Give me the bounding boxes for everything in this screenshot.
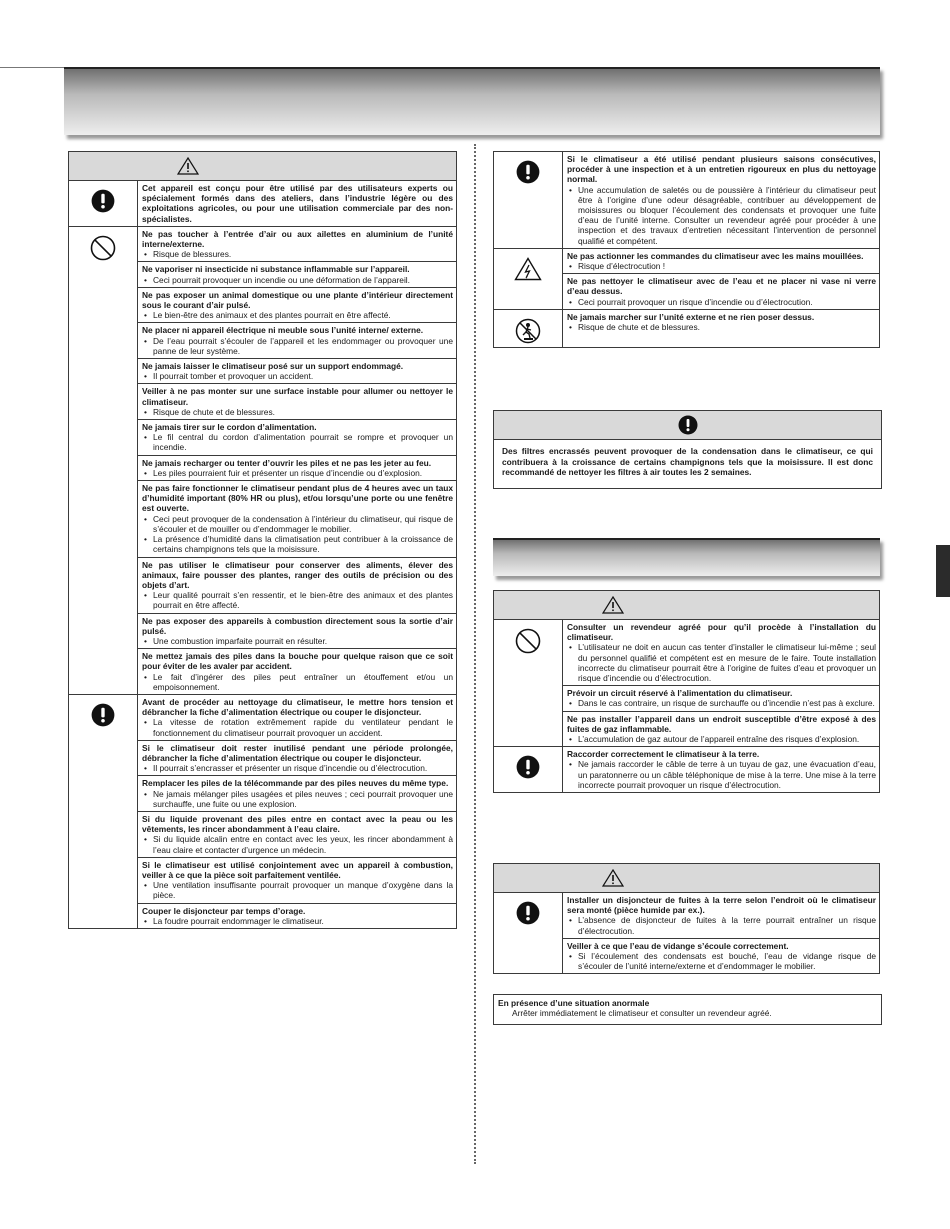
bullet-item: • Risque de chute et de blessures. — [567, 322, 876, 332]
instruction-title: Consulter un revendeur agréé pour qu’il procède à l’installation du climatiseur. — [567, 622, 876, 643]
icon-cell — [494, 747, 563, 793]
icon-cell — [494, 309, 563, 347]
bullet-list — [142, 371, 453, 381]
installation-warning-table — [493, 590, 880, 793]
bullet-item: • L’accumulation de gaz autour de l’appareil entraîne des risques d’explosion. — [567, 734, 876, 744]
page-rule — [0, 67, 64, 68]
installation-banner — [493, 538, 880, 576]
instruction-cell — [563, 686, 880, 711]
icon-cell — [494, 248, 563, 309]
instruction-title: Si le climatiseur doit rester inutilisé pendant une période prolongée, débrancher la fiche d’alimentation électrique ou couper le disjoncteur. — [142, 742, 453, 763]
instruction-title: Ne pas toucher à l’entrée d’air ou aux ailettes en aluminium de l’unité interne/externe. — [142, 228, 453, 250]
instruction-title: Remplacer les piles de la télécommande par des piles neuves du même type. — [142, 778, 449, 789]
bullet-list — [567, 261, 876, 271]
bullet-item: • Les piles pourraient fuir et présenter un risque d’incendie ou d’explosion. — [142, 468, 453, 478]
instruction-title: Ne jamais recharger ou tenter d’ouvrir les piles et ne pas les jeter au feu. — [142, 457, 432, 468]
instruction-cell — [563, 747, 880, 793]
table-row — [69, 226, 457, 262]
table-row — [494, 309, 880, 347]
instruction-title: Ne placer ni appareil électrique ni meuble sous l’unité interne/ externe. — [142, 325, 424, 336]
instruction-cell — [563, 152, 880, 249]
instruction-cell — [138, 287, 457, 323]
bullet-item: • Risque de chute et de blessures. — [142, 407, 453, 417]
instruction-cell — [138, 262, 457, 287]
instruction-cell — [138, 649, 457, 695]
bullet-list — [142, 789, 453, 809]
table-row — [69, 181, 457, 227]
bullet-item: • La vitesse de rotation extrêmement rapide du ventilateur pendant le fonctionnement du climatiseur pourrait provoquer un accident. — [142, 717, 453, 737]
instruction-cell — [563, 620, 880, 686]
table-row — [69, 694, 457, 740]
bullet-item: • Si l’écoulement des condensats est bouché, l’eau de vidange risque de s’écouler de l’unité interne/externe et d’endommager le mobilier. — [567, 951, 876, 971]
table-row — [494, 248, 880, 273]
icon-cell — [494, 152, 563, 249]
mandatory-exclamation-icon — [91, 205, 115, 215]
column-divider — [474, 144, 476, 1164]
bullet-item: • L’utilisateur ne doit en aucun cas tenter d’installer le climatiseur lui-même ; seul du personnel qualifié et compétent est en mesure de le faire. Toute installation incorrecte du climatiseur pourrait être à l’origine de fuites d’eau et provoquer un risque d’incendie ou d’électrocution. — [567, 642, 876, 683]
warning-triangle-icon — [602, 869, 624, 887]
instruction-cell — [563, 248, 880, 273]
instruction-cell — [138, 776, 457, 812]
bullet-list — [567, 951, 876, 971]
instruction-cell — [138, 455, 457, 480]
instruction-cell — [138, 384, 457, 420]
table-row — [494, 152, 880, 249]
icon-cell — [69, 226, 138, 694]
instruction-cell — [138, 420, 457, 456]
instruction-cell — [138, 181, 457, 227]
instruction-cell — [138, 903, 457, 928]
electric-shock-icon — [514, 273, 542, 283]
bullet-item: • De l’eau pourrait s’écouler de l’appareil et les endommager ou provoquer une panne de leur système. — [142, 336, 453, 356]
bullet-item: • Risque d’électrocution ! — [567, 261, 876, 271]
instruction-title: Ne vaporiser ni insecticide ni substance inflammable sur l’appareil. — [142, 264, 410, 275]
bullet-item: • Ceci peut provoquer de la condensation à l’intérieur du climatiseur, qui risque de s’écouler et de mouiller ou d’endommager le mobilier. — [142, 514, 453, 534]
mandatory-exclamation-icon — [678, 415, 698, 438]
bullet-list — [142, 432, 453, 452]
bullet-item: • Leur qualité pourrait s’en ressentir, et le bien-être des animaux et des plantes pourrait en être affecté. — [142, 590, 453, 610]
instruction-title: Ne jamais tirer sur le cordon d’alimentation. — [142, 422, 317, 433]
bullet-item: • Une accumulation de saletés ou de poussière à l’intérieur du climatiseur peut être à l’origine d’une odeur désagréable, contribuer au développement de moisissures ou bloquer l’écoulement des condensats et provoquer une fuite d’eau de l’unité interne. Consulter un revendeur agréé pour procéder à une inspection et des travaux d’entretien nécessitant l’intervention de personnel qualifié et compétent. — [567, 185, 876, 246]
caution-header — [494, 411, 881, 440]
instruction-title: Si le climatiseur est utilisé conjointement avec un appareil à combustion, veiller à ce que la pièce soit parfaitement ventilée. — [142, 859, 453, 880]
instruction-cell — [138, 694, 457, 740]
bullet-item: • Ne jamais raccorder le câble de terre à un tuyau de gaz, une évacuation d’eau, un paratonnerre ou un câble téléphonique de mise à la terre. Une mise à la terre incorrecte pourrait provoquer un risque d’électrocution. — [567, 759, 876, 790]
bullet-item: • Dans le cas contraire, un risque de surchauffe ou d’incendie n’est pas à exclure. — [567, 698, 876, 708]
instruction-title: Veiller à ne pas monter sur une surface instable pour allumer ou nettoyer le climatiseur. — [142, 386, 453, 407]
bullet-list — [567, 698, 876, 708]
warning-table — [68, 151, 457, 929]
mandatory-exclamation-icon — [516, 771, 540, 781]
table-row — [494, 893, 880, 939]
bullet-list — [142, 468, 453, 478]
table-row — [494, 747, 880, 793]
instruction-cell — [563, 893, 880, 939]
bullet-item: • Le fait d’ingérer des piles peut entraîner un étouffement et/ou un empoisonnement. — [142, 672, 453, 692]
instruction-title: Si le climatiseur a été utilisé pendant plusieurs saisons consécutives, procéder à une inspection et à un entretien rigoureux en plus du nettoyage normal. — [567, 154, 876, 185]
instruction-cell — [563, 711, 880, 747]
bullet-item: • Une ventilation insuffisante pourrait provoquer un manque d’oxygène dans la pièce. — [142, 880, 453, 900]
bullet-list — [142, 514, 453, 555]
instruction-cell — [138, 359, 457, 384]
instruction-cell — [138, 557, 457, 613]
bullet-list — [142, 834, 453, 854]
icon-cell — [494, 893, 563, 974]
table-header — [494, 591, 880, 620]
table-row — [494, 620, 880, 686]
prohibited-icon — [90, 253, 116, 263]
bullet-item: • Il pourrait s’encrasser et présenter un risque d’incendie ou d’électrocution. — [142, 763, 453, 773]
instruction-title: Ne pas utiliser le climatiseur pour conserver des aliments, élever des animaux, faire pousser des plantes, ranger des outils de précision ou des objets d’art. — [142, 559, 453, 590]
bullet-list — [567, 322, 876, 332]
section-banner — [64, 67, 880, 135]
bullet-list — [567, 734, 876, 744]
instruction-title: Cet appareil est conçu pour être utilisé par des utilisateurs experts ou spécialement formés dans des ateliers, dans l’industrie légère ou des exploitations agricoles, ou pour une utilisation commerciale par des non-spécialistes. — [142, 183, 453, 224]
instruction-title: Avant de procéder au nettoyage du climatiseur, le mettre hors tension et débrancher la fiche d’alimentation électrique ou couper le disjoncteur. — [142, 696, 453, 718]
instruction-title: Ne pas nettoyer le climatiseur avec de l’eau et ne placer ni vase ni verre d’eau dessus. — [567, 276, 876, 297]
bullet-item: • La présence d’humidité dans la climatisation peut contribuer à la croissance de certains champignons tels que la moisissure. — [142, 534, 453, 554]
bullet-item: • Le bien-être des animaux et des plantes pourrait en être affecté. — [142, 310, 453, 320]
bullet-list — [142, 275, 453, 285]
bullet-list — [142, 310, 453, 320]
bullet-item: • L’absence de disjoncteur de fuites à la terre pourrait entraîner un risque d’électrocution. — [567, 915, 876, 935]
instruction-title: Ne pas installer l’appareil dans un endroit susceptible d’être exposé à des fuites de gaz inflammable. — [567, 713, 876, 734]
icon-cell — [69, 181, 138, 227]
instruction-cell — [138, 857, 457, 903]
instruction-title: Ne pas faire fonctionner le climatiseur pendant plus de 4 heures avec un taux d’humidité important (80% HR ou plus), et/ou lorsqu’une porte ou une fenêtre est ouverte. — [142, 483, 453, 514]
instruction-title: Prévoir un circuit réservé à l’alimentation du climatiseur. — [567, 688, 793, 699]
mandatory-exclamation-icon — [516, 917, 540, 927]
instruction-cell — [563, 938, 880, 974]
bullet-list — [142, 763, 453, 773]
installation-caution-table — [493, 863, 880, 974]
mandatory-exclamation-icon — [91, 719, 115, 729]
caution-text: Des filtres encrassés peuvent provoquer de la condensation dans le climatiseur, ce qui contribuera à la croissance de certains champignons tels que la moisissure. Il est donc recommandé de nettoyer les filtres à air toutes les 2 semaines. — [502, 446, 873, 477]
instruction-title: Ne pas actionner les commandes du climatiseur avec les mains mouillées. — [567, 250, 864, 261]
bullet-list — [142, 407, 453, 417]
bullet-list — [142, 672, 453, 692]
bullet-list — [567, 915, 876, 935]
instruction-cell — [138, 323, 457, 359]
mandatory-exclamation-icon — [516, 176, 540, 186]
instruction-cell — [563, 309, 880, 347]
caution-box — [493, 410, 882, 489]
bullet-list — [567, 642, 876, 683]
instruction-cell — [138, 226, 457, 262]
instruction-cell — [563, 274, 880, 310]
instruction-title: Couper le disjoncteur par temps d’orage. — [142, 905, 306, 916]
instruction-title: Ne mettez jamais des piles dans la bouche pour quelque raison que ce soit pour éviter de les avaler par accident. — [142, 651, 453, 672]
warning-triangle-icon — [177, 157, 199, 175]
instruction-cell — [138, 740, 457, 776]
bullet-item: • Ceci pourrait provoquer un incendie ou une déformation de l’appareil. — [142, 275, 453, 285]
bullet-item: • Si du liquide alcalin entre en contact avec les yeux, les rincer abondamment à l’eau claire et contacter d’urgence un médecin. — [142, 834, 453, 854]
bullet-list — [567, 297, 876, 307]
instruction-title: Installer un disjoncteur de fuites à la terre selon l’endroit où le climatiseur sera monté (pièce humide par ex.). — [567, 895, 876, 916]
bullet-item: • Ne jamais mélanger piles usagées et piles neuves ; ceci pourrait provoquer une surchauffe, une fuite ou une explosion. — [142, 789, 453, 809]
bullet-item: • Ceci pourrait provoquer un risque d’incendie ou d’électrocution. — [567, 297, 876, 307]
bullet-item: • Le fil central du cordon d’alimentation pourrait se rompre et provoquer un incendie. — [142, 432, 453, 452]
abnormal-title: En présence d’une situation anormale — [498, 998, 650, 1008]
bullet-list — [142, 249, 453, 259]
icon-cell — [69, 694, 138, 928]
abnormal-text: Arrêter immédiatement le climatiseur et consulter un revendeur agréé. — [512, 1008, 772, 1019]
bullet-item: • Il pourrait tomber et provoquer un accident. — [142, 371, 453, 381]
instruction-title: Ne jamais marcher sur l’unité externe et ne rien poser dessus. — [567, 311, 815, 322]
instruction-title: Si du liquide provenant des piles entre en contact avec la peau ou les vêtements, les rincer abondamment à l’eau claire. — [142, 813, 453, 835]
instruction-cell — [138, 481, 457, 557]
table-header — [69, 152, 457, 181]
bullet-item: • Une combustion imparfaite pourrait en résulter. — [142, 636, 453, 646]
bullet-list — [567, 185, 876, 246]
page-side-tab — [936, 545, 950, 597]
bullet-list — [142, 336, 453, 356]
bullet-item: • La foudre pourrait endommager le climatiseur. — [142, 916, 453, 926]
icon-cell — [494, 620, 563, 747]
instruction-cell — [138, 811, 457, 857]
bullet-item: • Risque de blessures. — [142, 249, 453, 259]
bullet-list — [567, 759, 876, 790]
bullet-list — [142, 880, 453, 900]
prohibited-icon — [515, 646, 541, 656]
no-stepping-icon — [515, 336, 541, 346]
warning-triangle-icon — [602, 596, 624, 614]
instruction-title: Veiller à ce que l’eau de vidange s’écoule correctement. — [567, 940, 789, 951]
bullet-list — [142, 916, 453, 926]
bullet-list — [142, 636, 453, 646]
bullet-list — [142, 717, 453, 737]
instruction-cell — [138, 613, 457, 649]
instruction-title: Ne jamais laisser le climatiseur posé sur un support endommagé. — [142, 361, 404, 372]
bullet-list — [142, 590, 453, 610]
instruction-title: Raccorder correctement le climatiseur à la terre. — [567, 749, 760, 760]
instruction-title: Ne pas exposer un animal domestique ou une plante d’intérieur directement sous le courant d’air pulsé. — [142, 289, 453, 311]
table-header — [494, 864, 880, 893]
instruction-title: Ne pas exposer des appareils à combustion directement sous la sortie d’air pulsé. — [142, 615, 453, 636]
warning-table-continued — [493, 151, 880, 348]
abnormal-situation-box — [493, 994, 882, 1025]
